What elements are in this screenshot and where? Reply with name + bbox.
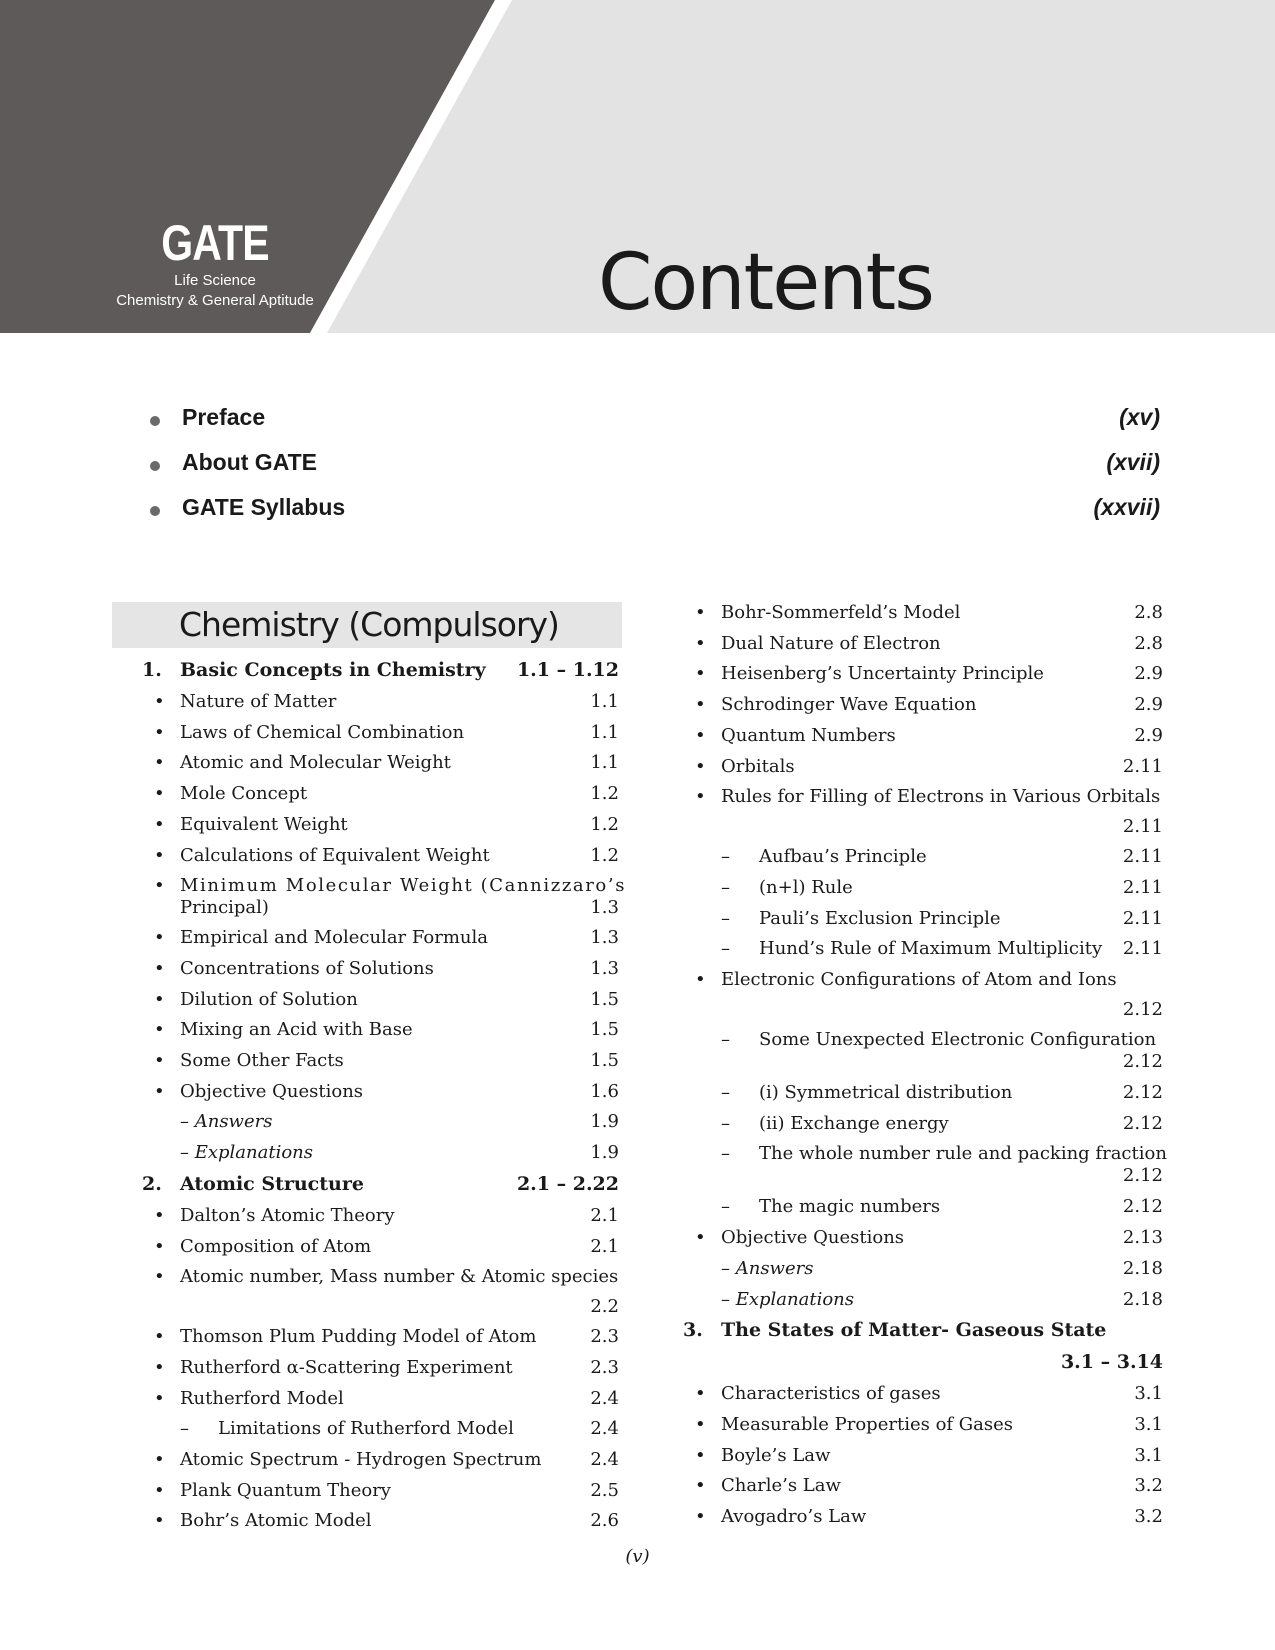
bullet-icon: • [695, 1444, 706, 1466]
subentry-page: 2.12 [1122, 1082, 1163, 1103]
entry-title: Rutherford α-Scattering Experiment [180, 1356, 513, 1378]
front-item-label: About GATE [182, 449, 317, 475]
front-item-about-gate[interactable] [146, 449, 1160, 494]
front-item-page: (xxvii) [1093, 494, 1160, 520]
subentry-title: Some Unexpected Electronic Configuration [759, 1029, 1157, 1050]
bullet-icon: • [154, 988, 165, 1010]
dash-marker: – [721, 1029, 730, 1050]
entry-title: Calculations of Equivalent Weight [180, 844, 490, 866]
bullet-icon: • [154, 875, 165, 897]
bullet-icon: • [154, 1235, 165, 1257]
bullet-icon [150, 416, 160, 426]
entry-title: Atomic number, Mass number & Atomic species [180, 1266, 619, 1288]
sublink-title: – Answers [180, 1111, 273, 1133]
entry-page: 2.1 [590, 1235, 619, 1257]
bullet-icon: • [154, 1479, 165, 1501]
bullet-icon: • [695, 1475, 706, 1497]
entry-title: Empirical and Molecular Formula [180, 927, 488, 949]
chapter-page-range: 1.1 – 1.12 [516, 659, 619, 681]
entry-page: 2.3 [590, 1356, 619, 1378]
entry-page: 2.8 [1134, 602, 1163, 623]
brand-subtitle-2: Chemistry & General Aptitude [116, 292, 314, 309]
subentry-title: (i) Symmetrical distribution [759, 1082, 1013, 1103]
entry-title: Rules for Filling of Electrons in Various Orbitals [721, 786, 1161, 808]
entry-title: Nature of Matter [180, 691, 337, 712]
bullet-icon: • [154, 1204, 165, 1226]
sublink-page: 2.18 [1122, 1257, 1163, 1279]
entry-page: 2.8 [1134, 632, 1163, 654]
entry-title: Concentrations of Solutions [180, 957, 434, 979]
entry-page: 2.3 [590, 1326, 619, 1348]
bullet-icon: • [695, 786, 706, 808]
entry-title: Thomson Plum Pudding Model of Atom [180, 1326, 537, 1348]
entry-page: 2.13 [1122, 1227, 1163, 1249]
bullet-icon: • [695, 632, 706, 654]
entry-title: Electronic Configurations of Atom and Ions [721, 969, 1117, 990]
bullet-icon: • [695, 724, 706, 746]
entry-page: 3.2 [1134, 1506, 1163, 1527]
entry-page: 1.2 [590, 813, 619, 835]
front-matter-list [146, 404, 1160, 539]
entry-page: 2.9 [1134, 724, 1163, 746]
entry-title: Mixing an Acid with Base [180, 1019, 413, 1041]
entry-title: Dual Nature of Electron [721, 632, 941, 654]
entry-page: 1.3 [590, 897, 619, 919]
chapter-title: Basic Concepts in Chemistry [180, 659, 486, 681]
bullet-icon: • [695, 1413, 706, 1435]
subentry-page: 2.11 [1122, 876, 1163, 898]
dash-marker: – [721, 938, 730, 960]
entry-page: 1.6 [590, 1080, 619, 1102]
entry-page: 1.1 [590, 691, 619, 712]
bullet-icon: • [695, 1506, 706, 1527]
entry-page: 2.9 [1134, 663, 1163, 685]
brand-subtitle-1: Life Science [174, 272, 256, 289]
subentry-page: 2.11 [1122, 846, 1163, 868]
subentry-title: (ii) Exchange energy [759, 1112, 949, 1134]
bullet-icon: • [695, 1227, 706, 1249]
bullet-icon: • [695, 602, 706, 623]
bullet-icon: • [154, 957, 165, 979]
front-item-page: (xv) [1119, 404, 1160, 430]
bullet-icon: • [695, 694, 706, 716]
entry-page: 2.5 [590, 1479, 619, 1501]
entry-title: Equivalent Weight [180, 813, 348, 835]
entry-title: Measurable Properties of Gases [721, 1413, 1014, 1435]
front-item-gate-syllabus[interactable] [146, 494, 1160, 539]
entry-title: Plank Quantum Theory [180, 1479, 391, 1501]
entry-page: 1.3 [590, 927, 619, 949]
entry-page: 2.4 [590, 1387, 619, 1409]
entry-title: Objective Questions [180, 1080, 364, 1102]
bullet-icon: • [154, 1050, 165, 1071]
bullet-icon: • [695, 969, 706, 990]
dash-marker: – [180, 1418, 189, 1440]
subentry-title: Hund’s Rule of Maximum Multiplicity [759, 938, 1103, 960]
sublink-page: 1.9 [590, 1111, 619, 1133]
entry-title: Some Other Facts [180, 1050, 344, 1071]
subentry-page: 2.12 [1122, 1165, 1163, 1187]
front-item-preface[interactable] [146, 404, 1160, 449]
page-number: (v) [625, 1546, 650, 1567]
entry-page: 2.4 [590, 1449, 619, 1470]
subentry-page: 2.12 [1122, 1051, 1163, 1072]
bullet-icon: • [154, 813, 165, 835]
chapter-title: The States of Matter- Gaseous State [721, 1319, 1107, 1342]
bullet-icon: • [154, 1326, 165, 1348]
dash-marker: – [721, 907, 730, 929]
subentry-title: The whole number rule and packing fraction [759, 1143, 1167, 1165]
bullet-icon [150, 506, 160, 516]
subentry-title: Pauli’s Exclusion Principle [759, 907, 1001, 929]
dash-marker: – [721, 1196, 730, 1218]
entry-title: Bohr’s Atomic Model [180, 1510, 372, 1532]
subentry-page: 2.12 [1122, 1196, 1163, 1218]
chapter-number: 3. [683, 1319, 703, 1342]
entry-title: Bohr-Sommerfeld’s Model [721, 602, 961, 623]
subentry-title: The magic numbers [759, 1196, 941, 1218]
dash-marker: – [721, 1143, 730, 1165]
bullet-icon: • [154, 1356, 165, 1378]
sublink-title: – Explanations [180, 1142, 314, 1164]
subentry-page: 2.11 [1122, 907, 1163, 929]
front-item-page: (xvii) [1106, 449, 1160, 475]
bullet-icon: • [695, 755, 706, 777]
bullet-icon: • [154, 752, 165, 774]
entry-page: 1.1 [590, 721, 619, 743]
entry-page: 1.5 [590, 1050, 619, 1071]
bullet-icon: • [154, 1080, 165, 1102]
entry-title: Dilution of Solution [180, 988, 358, 1010]
chapter-page-range: 2.1 – 2.22 [516, 1172, 619, 1195]
front-item-label: Preface [182, 404, 266, 430]
entry-title: Laws of Chemical Combination [180, 721, 465, 743]
entry-title: Orbitals [721, 755, 795, 777]
bullet-icon: • [154, 721, 165, 743]
entry-page: 2.1 [590, 1204, 619, 1226]
entry-title: Avogadro’s Law [721, 1506, 867, 1527]
bullet-icon: • [154, 1510, 165, 1532]
entry-title: Boyle’s Law [721, 1444, 831, 1466]
sublink-page: 2.18 [1122, 1288, 1163, 1310]
entry-page: 2.9 [1134, 694, 1163, 716]
entry-title: Charle’s Law [721, 1475, 841, 1497]
dash-marker: – [721, 1112, 730, 1134]
entry-title: Minimum Molecular Weight (Cannizzaro’s [180, 875, 627, 897]
entry-page: 3.1 [1134, 1413, 1163, 1435]
bullet-icon: • [154, 844, 165, 866]
entry-title: Composition of Atom [180, 1235, 372, 1257]
entry-title: Rutherford Model [180, 1387, 344, 1409]
entry-page: 2.11 [1122, 816, 1163, 838]
dash-marker: – [721, 876, 730, 898]
bullet-icon: • [154, 691, 165, 712]
subentry-page: 2.11 [1122, 938, 1163, 960]
front-item-label: GATE Syllabus [182, 494, 346, 520]
bullet-icon: • [154, 1019, 165, 1041]
entry-title: Objective Questions [721, 1227, 905, 1249]
entry-page: 1.3 [590, 957, 619, 979]
bullet-icon: • [695, 663, 706, 685]
brand-title: GATE [161, 215, 269, 271]
entry-page: 3.1 [1134, 1444, 1163, 1466]
sublink-title: – Explanations [721, 1288, 855, 1310]
brand-logo [100, 215, 330, 311]
bullet-icon: • [695, 1383, 706, 1405]
entry-page: 2.11 [1122, 755, 1163, 777]
entry-page: 2.6 [590, 1510, 619, 1532]
sublink-page: 1.9 [590, 1142, 619, 1164]
entry-page: 1.5 [590, 1019, 619, 1041]
entry-title: Atomic Spectrum - Hydrogen Spectrum [180, 1449, 542, 1470]
bullet-icon: • [154, 927, 165, 949]
subentry-title: Aufbau’s Principle [759, 846, 927, 868]
chapter-title: Atomic Structure [180, 1172, 364, 1195]
sublink-title: – Answers [721, 1257, 814, 1279]
chapter-number: 2. [142, 1172, 162, 1195]
entry-page: 1.2 [590, 783, 619, 805]
entry-title: Schrodinger Wave Equation [721, 694, 977, 716]
entry-page: 1.5 [590, 988, 619, 1010]
entry-page: 1.2 [590, 844, 619, 866]
chapter-page-range: 3.1 – 3.14 [1060, 1351, 1163, 1374]
dash-marker: – [721, 846, 730, 868]
chapter-number: 1. [142, 659, 162, 681]
entry-title: Dalton’s Atomic Theory [180, 1204, 395, 1226]
subentry-page: 2.12 [1122, 1112, 1163, 1134]
entry-page: 2.2 [590, 1296, 619, 1318]
section-heading [112, 602, 622, 648]
entry-page: 3.1 [1134, 1383, 1163, 1405]
entry-title: Characteristics of gases [721, 1383, 941, 1405]
section-title: Chemistry (Compulsory) [179, 605, 559, 644]
subentry-title: (n+l) Rule [759, 876, 853, 898]
entry-title-cont: Principal) [180, 897, 269, 919]
bullet-icon: • [154, 1387, 165, 1409]
entry-title: Mole Concept [180, 783, 308, 805]
entry-page: 1.1 [590, 752, 619, 774]
dash-marker: – [721, 1082, 730, 1103]
entry-title: Quantum Numbers [721, 724, 896, 746]
bullet-icon: • [154, 783, 165, 805]
bullet-icon [150, 461, 160, 471]
entry-page: 3.2 [1134, 1475, 1163, 1497]
entry-title: Atomic and Molecular Weight [180, 752, 451, 774]
subentry-page: 2.4 [590, 1418, 619, 1440]
entry-title: Heisenberg’s Uncertainty Principle [721, 663, 1044, 685]
entry-page: 2.12 [1122, 999, 1163, 1020]
subentry-title: Limitations of Rutherford Model [218, 1418, 514, 1440]
bullet-icon: • [154, 1449, 165, 1470]
bullet-icon: • [154, 1266, 165, 1288]
page-title: Contents [598, 238, 933, 328]
